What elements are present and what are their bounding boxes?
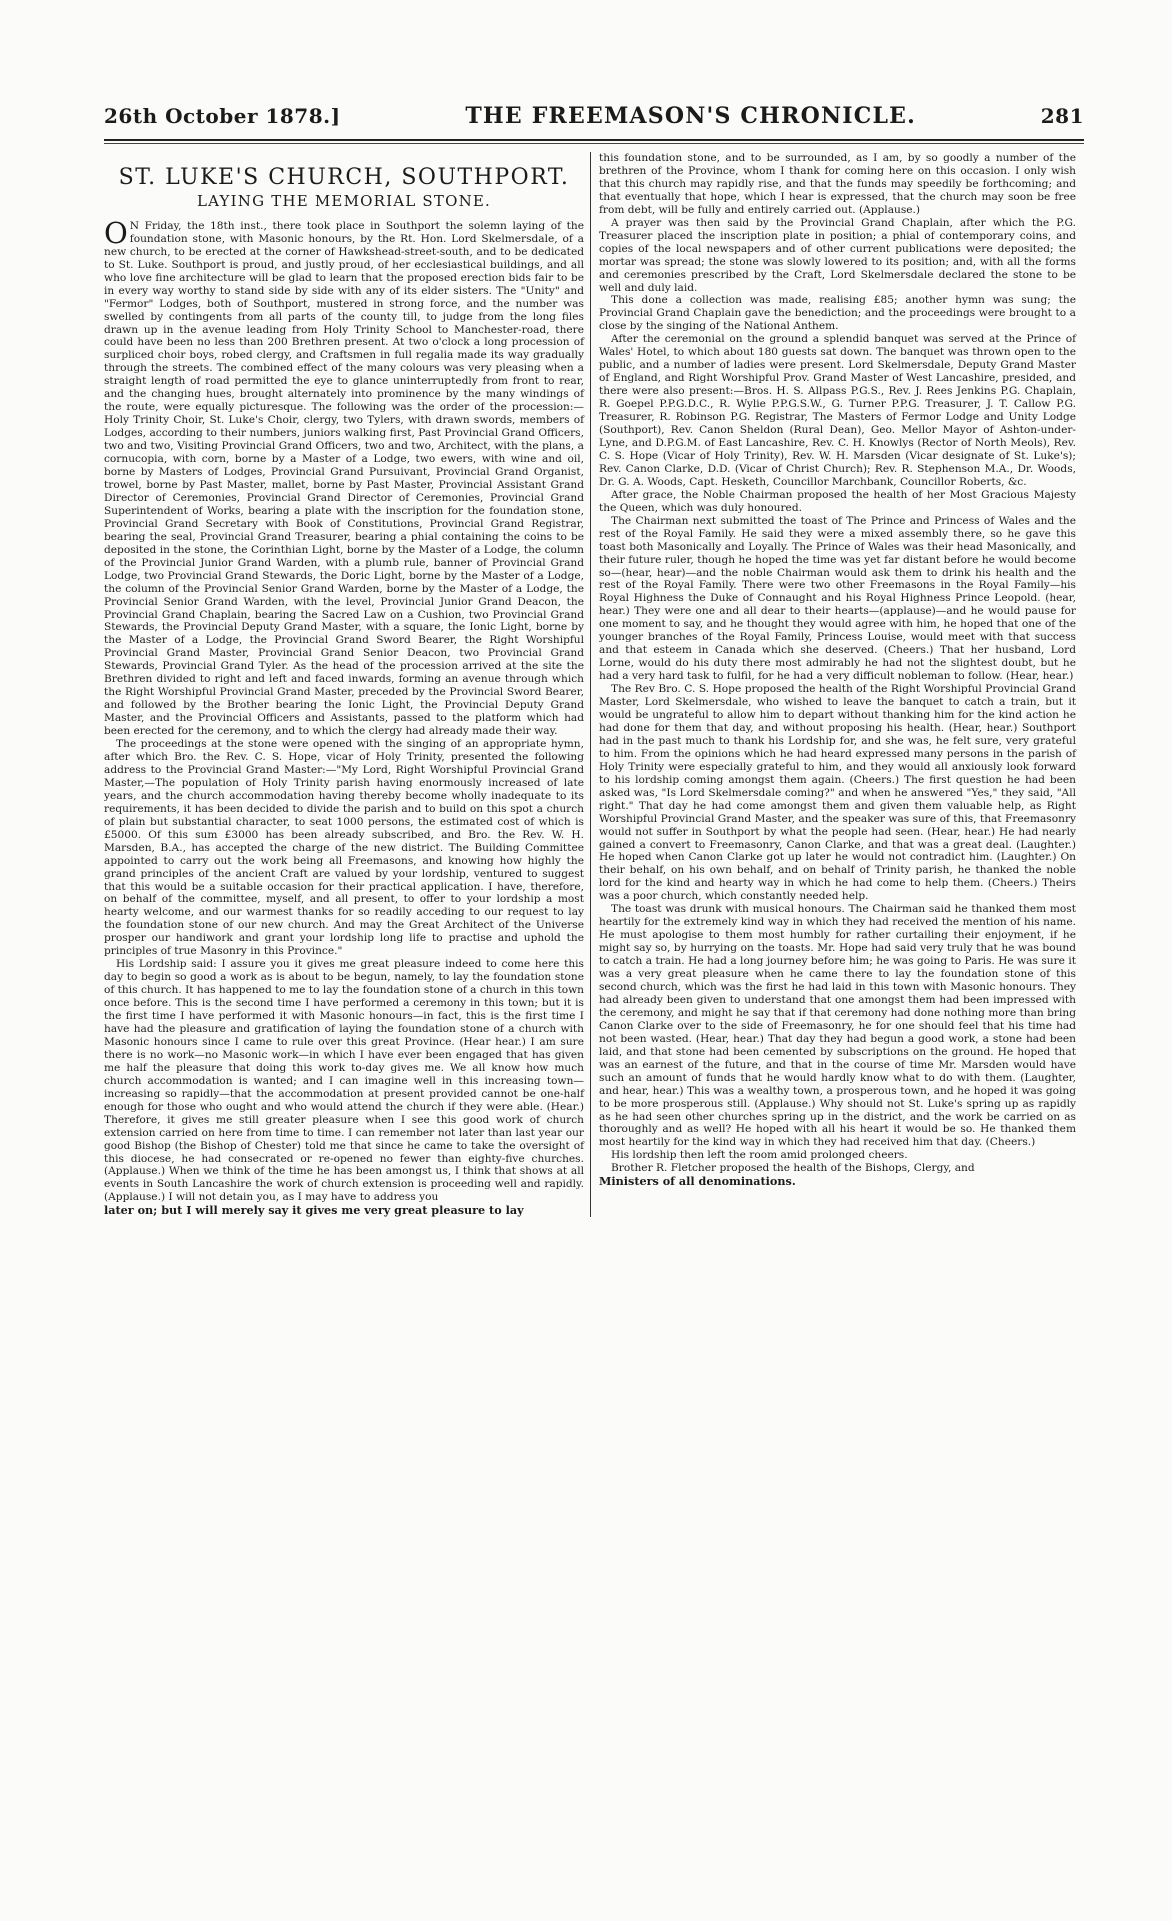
paragraph-text: N Friday, the 18th inst., there took place in Southport the solemn laying of the foundation stone, with Masonic honours, by the Rt. Hon. Lord Skelmersdale, of a new church, to be erected at the corner of Hawkshead-street-south, and to be dedicated to St. Luke. Southport is proud, and justly proud, of her ecclesiastical buildings, and all who love fine architecture will be glad to learn that the proposed erection bids fair to be in every way worthy to stand side by side with any of its elder sisters. The "Unity" and "Fermor" Lodges, both of Southport, mustered in strong force, and the number was swelled by contingents from all parts of the county till, to judge from the long files drawn up in the avenue leading from Holy Trinity School to Manchester-road, there could have been no less than 200 Brethren present. At two o'clock a long procession of surpliced choir boys, robed clergy, and Craftsmen in full regalia made its way gradually through the streets. The combined effect of the many colours was very pleasing when a straight length of road permitted the eye to glance uninterruptedly from front to rear, and the changing hues, brought alternately into prominence by the many windings of the route, were equally picturesque. The following was the order of the procession:—Holy Trinity Choir, St. Luke's Choir, clergy, two Tylers, with drawn swords, members of Lodges, according to their numbers, juniors walking first, Past Provincial Grand Officers, two and two, Visiting Provincial Grand Officers, two and two, Architect, with the plans, a cornucopia, with corn, borne by a Master of a Lodge, two ewers, with wine and oil, borne by Masters of Lodges, Provincial Grand Pursuivant, Provincial Grand Organist, trowel, borne by Past Master, mallet, borne by Past Master, Provincial Assistant Grand Director of Ceremonies, Provincial Grand Director of Ceremonies, Provincial Grand Superintendent of Works, bearing a plate with the inscription for the foundation stone, Provincial Grand Secretary with Book of Constitutions, Provincial Grand Registrar, bearing the seal, Provincial Grand Treasurer, bearing a phial containing the coins to be deposited in the stone, the Corinthian Light, borne by the Master of a Lodge, the column of the Provincial Junior Grand Warden, with a plumb rule, banner of Provincial Grand Lodge, two Provincial Grand Stewards, the Doric Light, borne by the Master of a Lodge, the column of the Provincial Senior Grand Warden, borne by the Master of a Lodge, the Provincial Senior Grand Warden, with the level, Provincial Junior Grand Deacon, the Provincial Grand Chaplain, bearing the Sacred Law on a Cushion, two Provincial Grand Stewards, the Provincial Deputy Grand Master, with a square, the Ionic Light, borne by the Master of a Lodge, the Provincial Grand Sword Bearer, the Right Worshipful Provincial Grand Master, Provincial Grand Senior Deacon, two Provincial Grand Stewards, Provincial Grand Tyler. As the head of the procession arrived at the site the Brethren divided to right and left and faced inwards, forming an avenue through which the Right Worshipful Provincial Grand Master, preceded by the Provincial Sword Bearer, and followed by the Brother bearing the Ionic Light, the Provincial Deputy Grand Master, and the Provincial Officers and Assistants, passed to the platform which had been erected for the ceremony, and to which the clergy had already made their way. xyxy=(104,219,584,738)
paragraph: After grace, the Noble Chairman proposed the health of her Most Gracious Majesty the Queen, which was duly honoured. xyxy=(599,488,1076,514)
article-subtitle: LAYING THE MEMORIAL STONE. xyxy=(196,191,492,210)
paragraph xyxy=(104,215,584,738)
paragraph: The Rev Bro. C. S. Hope proposed the health of the Right Worshipful Provincial Grand Master, Lord Skelmersdale, who wished to leave the banquet to catch a train, but it would be ungrateful to allow him to depart without thanking him for the kind action he had done for them that day, and without proposing his health. (Hear, hear.) Southport had in the past much to thank his Lordship for, and she was, he felt sure, very grateful to him. From the opinions which he had heard expressed many persons in the parish of Holy Trinity were especially grateful to him, and they would all anxiously look forward to his lordship coming amongst them again. (Cheers.) The first question he had been asked was, "Is Lord Skelmersdale coming?" and when he answered "Yes," they said, "All right." That day he had come amongst them and given them valuable help, as Right Worshipful Provincial Grand Master, and the speaker was sure of this, that Freemasonry would not suffer in Southport by what the people had seen. (Hear, hear.) He had nearly gained a convert to Freemasonry, Canon Clarke, and that was a great deal. (Laughter.) He hoped when Canon Clarke got up later he would not contradict him. (Laughter.) On their behalf, on his own behalf, and on behalf of Trinity parish, he thanked the noble lord for the kind and hearty way in which he had come to help them. (Cheers.) Theirs was a poor church, which constantly needed help. xyxy=(599,683,1076,903)
header-rule xyxy=(104,139,1084,141)
paragraph: Ministers of all denominations. xyxy=(599,1174,796,1189)
header-rule-thin xyxy=(104,143,1084,144)
paragraph: The toast was drunk with musical honours. The Chairman said he thanked them most heartily for the extremely kind way in which they had received the mention of his name. He must apologise to them most humbly for rather curtailing their enjoyment, if he might say so, by hurrying on the toasts. Mr. Hope had said very truly that he was bound to catch a train. He had a long journey before him; he was going to Paris. He was sure it was a very great pleasure when he came there to lay the foundation stone of this second church, which was the first he had laid in this town with Masonic honours. They had already been given to understand that one amongst them had been impressed with the ceremony, and might he say that if that ceremony had done nothing more than bring Canon Clarke over to the side of Freemasonry, he for one should feel that his time had not been wasted. (Hear, hear.) That day they had begun a good work, a stone had been laid, and that stone had been cemented by subscriptions on the ground. He hoped that was an earnest of the future, and that in the course of time Mr. Marsden would have such an amount of funds that he would hardly know what to do with them. (Laughter, and hear, hear.) This was a wealthy town, a prosperous town, and he hoped it was going to be more prosperous still. (Applause.) Why should not St. Luke's spring up as rapidly as he had seen other churches spring up in the district, and the work be carried on as thoroughly and as well? He hoped with all his heart it would be so. He thanked them most heartily for the kind way in which they had received him that day. (Cheers.) xyxy=(599,903,1076,1149)
drop-cap: O xyxy=(104,215,128,250)
paragraph: This done a collection was made, realising £85; another hymn was sung; the Provincial Grand Chaplain gave the benediction; and the proceedings were brought to a close by the singing of the National Anthem. xyxy=(599,294,1076,333)
paragraph: His lordship then left the room amid prolonged cheers. xyxy=(611,1149,908,1162)
paragraph: His Lordship said: I assure you it gives me great pleasure indeed to come here this day to begin so good a work as is about to be begun, namely, to lay the foundation stone of this church. It has happened to me to lay the foundation stone of a church in this town once before. This is the second time I have performed a ceremony in this town; but it is the first time I have performed it with Masonic honours—in fact, this is the first time I have had the pleasure and gratification of laying the foundation stone of a church with Masonic honours since I came to rule over this great Province. (Hear hear.) I am sure there is no work—no Masonic work—in which I have ever been engaged that has given me half the pleasure that doing this work to-day gives me. We all know how much church accommodation is wanted; and I can imagine well in this increasing town—increasing so rapidly—that the accommodation at present provided cannot be one-half enough for those who ought and who would attend the church if they were able. (Hear.) Therefore, it gives me still greater pleasure when I see this good work of church extension carried on here from time to time. I can remember not later than last year our good Bishop (the Bishop of Chester) told me that since he came to take the oversight of this diocese, he had consecrated or re-opened no fewer than eighty-five churches. (Applause.) When we think of the time he has been amongst us, I think that shows at all events in South Lancashire the work of church extension is proceeding well and rapidly. (Applause.) I will not detain you, as I may have to address you xyxy=(104,958,584,1204)
paragraph: this foundation stone, and to be surrounded, as I am, by so goodly a number of the brethren of the Province, whom I thank for coming here on this occasion. I only wish that this church may rapidly rise, and that the funds may speedily be forthcoming; and that eventually that hope, which I hear is expressed, that the church may soon be free from debt, will be fully and entirely carried out. (Applause.) xyxy=(599,152,1076,216)
right-column xyxy=(590,152,1076,1217)
paragraph: Brother R. Fletcher proposed the health of the Bishops, Clergy, and xyxy=(611,1162,975,1175)
page-number: 281 xyxy=(1040,104,1084,128)
issue-date: 26th October 1878.] xyxy=(104,104,341,128)
paragraph: A prayer was then said by the Provincial Grand Chaplain, after which the P.G. Treasurer placed the inscription plate in position; a phial of contemporary coins, and copies of the local newspapers and of other current publications were deposited; the mortar was spread; the stone was slowly lowered to its position; and, with all the forms and ceremonies prescribed by the Craft, Lord Skelmersdale declared the stone to be well and duly laid. xyxy=(599,216,1076,294)
masthead xyxy=(104,103,1084,133)
paragraph: later on; but I will merely say it gives me very great pleasure to lay xyxy=(104,1203,524,1218)
article-columns xyxy=(104,152,1084,1217)
left-column xyxy=(104,152,590,1217)
paragraph: The proceedings at the stone were opened with the singing of an appropriate hymn, after which Bro. the Rev. C. S. Hope, vicar of Holy Trinity, presented the following address to the Provincial Grand Master:—"My Lord, Right Worshipful Provincial Grand Master,—The population of Holy Trinity parish having enormously increased of late years, and the church accommodation having thereby become wholly inadequate to its requirements, it has been decided to divide the parish and to build on this spot a church of plain but substantial character, to seat 1000 persons, the estimated cost of which is £5000. Of this sum £3000 has been already subscribed, and Bro. the Rev. W. H. Marsden, B.A., has accepted the charge of the new district. The Building Committee appointed to carry out the work being all Freemasons, and knowing how highly the grand principles of the ancient Craft are valued by your lordship, ventured to suggest that this would be a suitable occasion for their practical application. I have, therefore, on behalf of the committee, myself, and all present, to offer to your lordship a most hearty welcome, and our warmest thanks for so readily acceding to our request to lay the foundation stone of our new church. And may the Great Architect of the Universe prosper our handiwork and grant your lordship long life to practise and uphold the principles of true Masonry in this Province." xyxy=(104,738,584,958)
article-title: ST. LUKE'S CHURCH, SOUTHPORT. xyxy=(118,165,570,190)
paragraph: After the ceremonial on the ground a splendid banquet was served at the Prince of Wales' Hotel, to which about 180 guests sat down. The banquet was thrown open to the public, and a number of ladies were present. Lord Skelmersdale, Deputy Grand Master of England, and Right Worshipful Prov. Grand Master of West Lancashire, presided, and there were also present:—Bros. H. S. Allpass P.G.S., Rev. J. Rees Jenkins P.G. Chaplain, R. Goepel P.P.G.D.C., R. Wylie P.P.G.S.W., G. Turner P.P.G. Treasurer, J. T. Callow P.G. Treasurer, R. Robinson P.G. Registrar, The Masters of Fermor Lodge and Unity Lodge (Southport), Rev. Canon Sheldon (Rural Dean), Geo. Mellor Mayor of Ashton-under-Lyne, and D.P.G.M. of East Lancashire, Rev. C. H. Knowlys (Rector of North Meols), Rev. C. S. Hope (Vicar of Holy Trinity), Rev. W. H. Marsden (Vicar designate of St. Luke's); Rev. Canon Clarke, D.D. (Vicar of Christ Church); Rev. R. Stephenson M.A., Dr. Woods, Dr. G. A. Woods, Capt. Hesketh, Councillor Marchbank, Councillor Roberts, &c. xyxy=(599,333,1076,488)
publication-title: THE FREEMASON'S CHRONICLE. xyxy=(465,103,916,129)
paragraph: The Chairman next submitted the toast of The Prince and Princess of Wales and the rest of the Royal Family. He said they were a mixed assembly there, so he gave this toast both Masonically and Loyally. The Prince of Wales was their head Masonically, and their future ruler, though he hoped the time was yet far distant before he would become so—(hear, hear)—and the noble Chairman would ask them to drink his health and the rest of the Royal Family. There were two other Freemasons in the Royal Family—his Royal Highness the Duke of Connaught and his Royal Highness Prince Leopold. (hear, hear.) They were one and all dear to their hearts—(applause)—and he would pause for one moment to say, and he thought they would agree with him, he hoped that one of the younger branches of the Royal Family, Princess Louise, would meet with that success and that esteem in Canada which she deserved. (Cheers.) That her husband, Lord Lorne, would do his duty there most admirably he had not the slightest doubt, but he had a very hard task to fulfil, for he had a very difficult nobleman to follow. (Hear, hear.) xyxy=(599,514,1076,683)
